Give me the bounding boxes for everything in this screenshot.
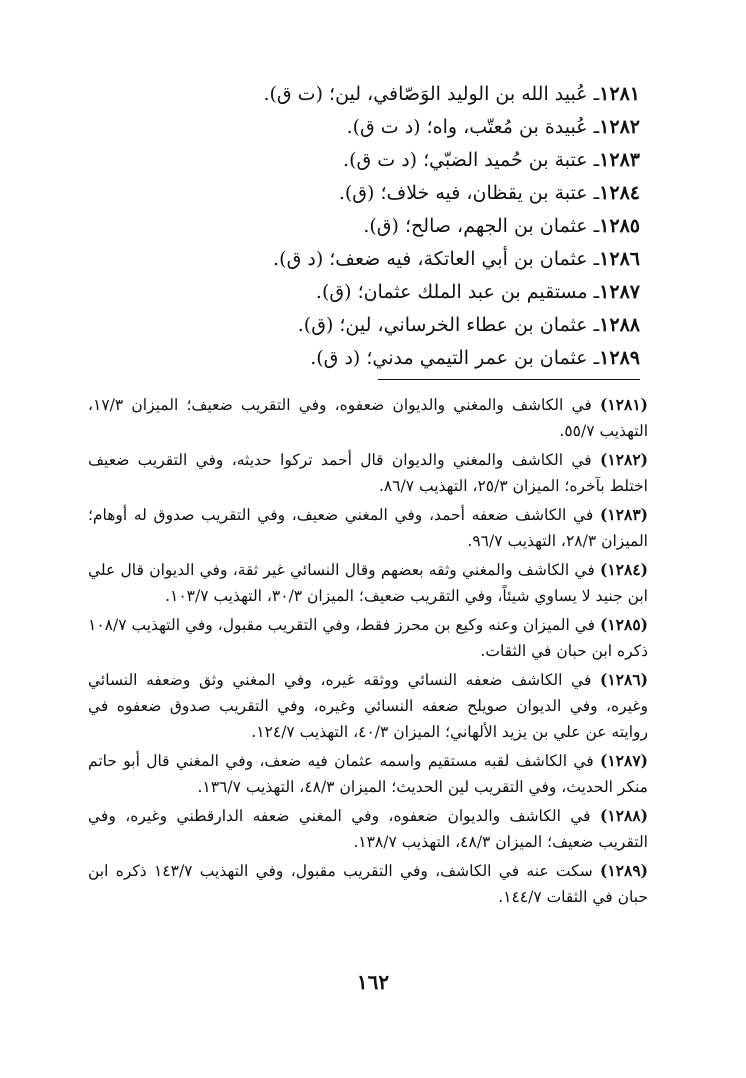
footnote: [88, 502, 648, 554]
entry-number: ١٢٨٩: [599, 347, 640, 369]
footnote-text: في الكاشف والديوان ضعفوه، وفي المغني ضعفه الدارقطني وغيره، وفي التقريب ضعيف؛ الميزان ٤٨/٣، التهذيب ١٣٨/٧.: [88, 807, 648, 851]
entry-text: ـ مستقيم بن عبد الملك عثمان؛ (ق).: [315, 281, 600, 303]
entry-number: ١٢٨٥: [599, 215, 640, 237]
footnote-text: في الكاشف والمغني والديوان قال أحمد تركوا حديثه، وفي التقريب ضعيف اختلط بآخره؛ الميزان ٢٥/٣، التهذيب ٨٦/٧.: [88, 451, 648, 495]
entry-text: ـ عثمان بن الجهم، صالح؛ (ق).: [363, 215, 600, 237]
footnote-text: في الميزان وعنه وكيع بن محرز فقط، وفي التقريب مقبول، وفي التهذيب ١٠٨/٧ ذكره ابن حبان في الثقات.: [88, 616, 648, 660]
footnote-number: (١٢٨٩): [600, 861, 648, 880]
footnote: [88, 803, 648, 855]
footnote: [88, 612, 648, 664]
entry: [120, 111, 640, 144]
entry-text: ـ عثمان بن أبي العاتكة، فيه ضعف؛ (د ق).: [273, 248, 600, 270]
footnote: [88, 392, 648, 444]
entry-text: ـ عتبة بن يقظان، فيه خلاف؛ (ق).: [338, 182, 600, 204]
footnotes-list: [88, 392, 648, 913]
footnote-number: (١٢٨٨): [600, 806, 648, 825]
footnote-number: (١٢٨٢): [600, 450, 648, 469]
footnote-text: في الكاشف ضعفه النسائي ووثقه غيره، وفي المغني وثق وضعفه النسائي وغيره، وفي الديوان صويلح ضعفه النسائي وغيره، وفي التقريب صدوق ضعفوه في روايته عن علي بن يزيد الألهاني؛ الميزان ٤٠/٣، التهذيب ١٢٤/٧.: [88, 671, 648, 741]
footnote: [88, 557, 648, 609]
entry-number: ١٢٨٣: [599, 149, 640, 171]
entry: [120, 243, 640, 276]
entry: [120, 342, 640, 375]
footnote-text: في الكاشف لقبه مستقيم واسمه عثمان فيه ضعف، وفي المغني قال أبو حاتم منكر الحديث، وفي التقريب لين الحديث؛ الميزان ٤٨/٣، التهذيب ١٣٦/٧.: [88, 752, 648, 796]
footnote-number: (١٢٨٣): [600, 505, 648, 524]
entries-list: [120, 78, 640, 375]
footnote-text: في الكاشف ضعفه أحمد، وفي المغني ضعيف، وفي التقريب صدوق له أوهام؛ الميزان ٢٨/٣، التهذيب ٩٦/٧.: [88, 506, 648, 550]
entry-number: ١٢٨٧: [599, 281, 640, 303]
footnote-number: (١٢٨٥): [600, 615, 649, 634]
footnote-text: في الكاشف والمغني والديوان ضعفوه، وفي التقريب ضعيف؛ الميزان ١٧/٣، التهذيب ٥٥/٧.: [88, 396, 648, 440]
entry-text: ـ عتبة بن حُميد الضبّي؛ (د ت ق).: [343, 149, 600, 171]
footnote: [88, 748, 648, 800]
entry-number: ١٢٨٤: [599, 182, 640, 204]
entry: [120, 177, 640, 210]
footnote-divider: [378, 379, 640, 380]
entry-text: ـ عُبيد الله بن الوليد الوَصّافي، لين؛ (ت ق).: [263, 83, 600, 105]
footnote-number: (١٢٨٦): [600, 670, 648, 689]
footnote-number: (١٢٨٧): [600, 751, 648, 770]
footnote: [88, 858, 648, 910]
entry-text: ـ عثمان بن عطاء الخرساني، لين؛ (ق).: [297, 314, 600, 336]
entry-number: ١٢٨١: [599, 83, 640, 105]
entry: [120, 210, 640, 243]
footnote-text: في الكاشف والمغني وثقه بعضهم وقال النسائي غير ثقة، وفي الديوان قال علي ابن جنيد لا يساوي شيئاً، وفي التقريب ضعيف؛ الميزان ٣٠/٣، التهذيب ١٠٣/٧.: [88, 561, 648, 605]
entry: [120, 78, 640, 111]
entry: [120, 276, 640, 309]
entry: [120, 144, 640, 177]
footnote: [88, 447, 648, 499]
footnote-number: (١٢٨١): [600, 395, 648, 414]
entry-text: ـ عُبيدة بن مُعتّب، واه؛ (د ت ق).: [346, 116, 600, 138]
entry: [120, 309, 640, 342]
entry-number: ١٢٨٢: [599, 116, 640, 138]
footnote-number: (١٢٨٤): [600, 560, 649, 579]
entry-number: ١٢٨٦: [599, 248, 640, 270]
entry-number: ١٢٨٨: [599, 314, 640, 336]
page-number: ١٦٢: [356, 970, 390, 994]
footnote: [88, 667, 648, 745]
footnote-text: سكت عنه في الكاشف، وفي التقريب مقبول، وفي التهذيب ١٤٣/٧ ذكره ابن حبان في الثقات ١٤٤/٧.: [88, 862, 648, 906]
entry-text: ـ عثمان بن عمر التيمي مدني؛ (د ق).: [310, 347, 600, 369]
